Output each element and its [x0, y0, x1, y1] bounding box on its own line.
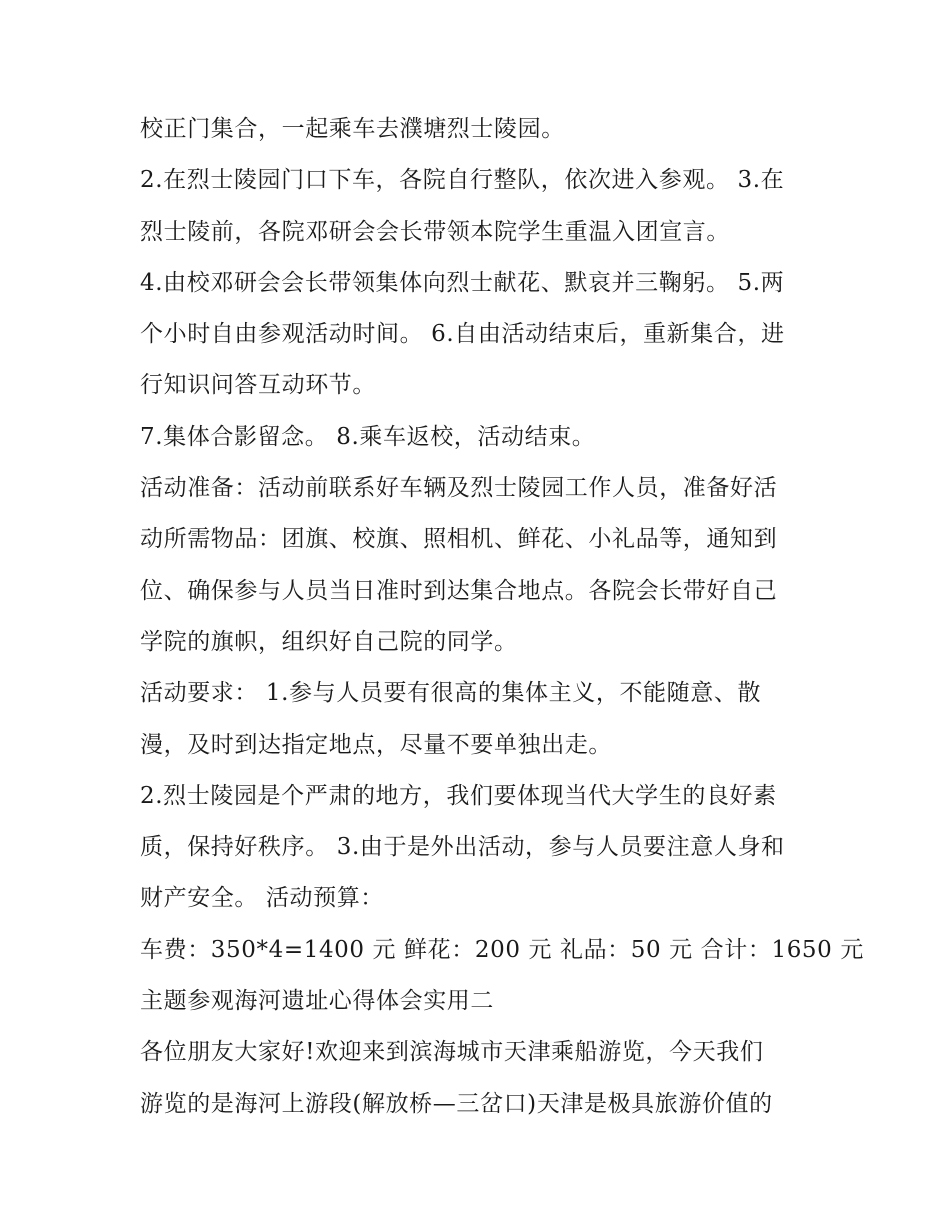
text-line: 4.由校邓研会会长带领集体向烈士献花、默哀并三鞠躬。 5.两 — [140, 269, 785, 296]
text-line: 各位朋友大家好!欢迎来到滨海城市天津乘船游览，今天我们 — [140, 1039, 764, 1066]
text-line: 2.烈士陵园是个严肃的地方，我们要体现当代大学生的良好素 — [140, 782, 777, 809]
text-line: 游览的是海河上游段(解放桥—三岔口)天津是极具旅游价值的 — [140, 1090, 773, 1117]
text-line: 车费：350*4=1400 元 鲜花：200 元 礼品：50 元 合计：1650 元 — [140, 936, 864, 963]
text-line: 财产安全。 活动预算： — [140, 885, 384, 912]
text-line: 位、确保参与人员当日准时到达集合地点。各院会长带好自己 — [140, 577, 778, 604]
text-line: 学院的旗帜，组织好自己院的同学。 — [140, 628, 518, 655]
document-body — [140, 104, 864, 1130]
text-line: 行知识问答互动环节。 — [140, 372, 376, 399]
text-line: 烈士陵前，各院邓研会会长带领本院学生重温入团宣言。 — [140, 218, 730, 245]
section-heading: 主题参观海河遗址心得体会实用二 — [140, 988, 494, 1015]
text-line: 活动准备：活动前联系好车辆及烈士陵园工作人员，准备好活 — [140, 475, 778, 502]
text-line: 7.集体合影留念。 8.乘车返校，活动结束。 — [140, 423, 596, 450]
text-line: 活动要求： 1.参与人员要有很高的集体主义，不能随意、散 — [140, 680, 762, 707]
text-line: 校正门集合，一起乘车去濮塘烈士陵园。 — [140, 116, 565, 142]
text-line: 动所需物品：团旗、校旗、照相机、鲜花、小礼品等，通知到 — [140, 526, 778, 553]
text-line: 质，保持好秩序。 3.由于是外出活动，参与人员要注意人身和 — [140, 834, 785, 861]
text-line: 个小时自由参观活动时间。 6.自由活动结束后，重新集合，进 — [140, 321, 785, 348]
text-line: 漫，及时到达指定地点，尽量不要单独出走。 — [140, 731, 612, 758]
text-line: 2.在烈士陵园门口下车，各院自行整队，依次进入参观。 3.在 — [140, 167, 785, 194]
